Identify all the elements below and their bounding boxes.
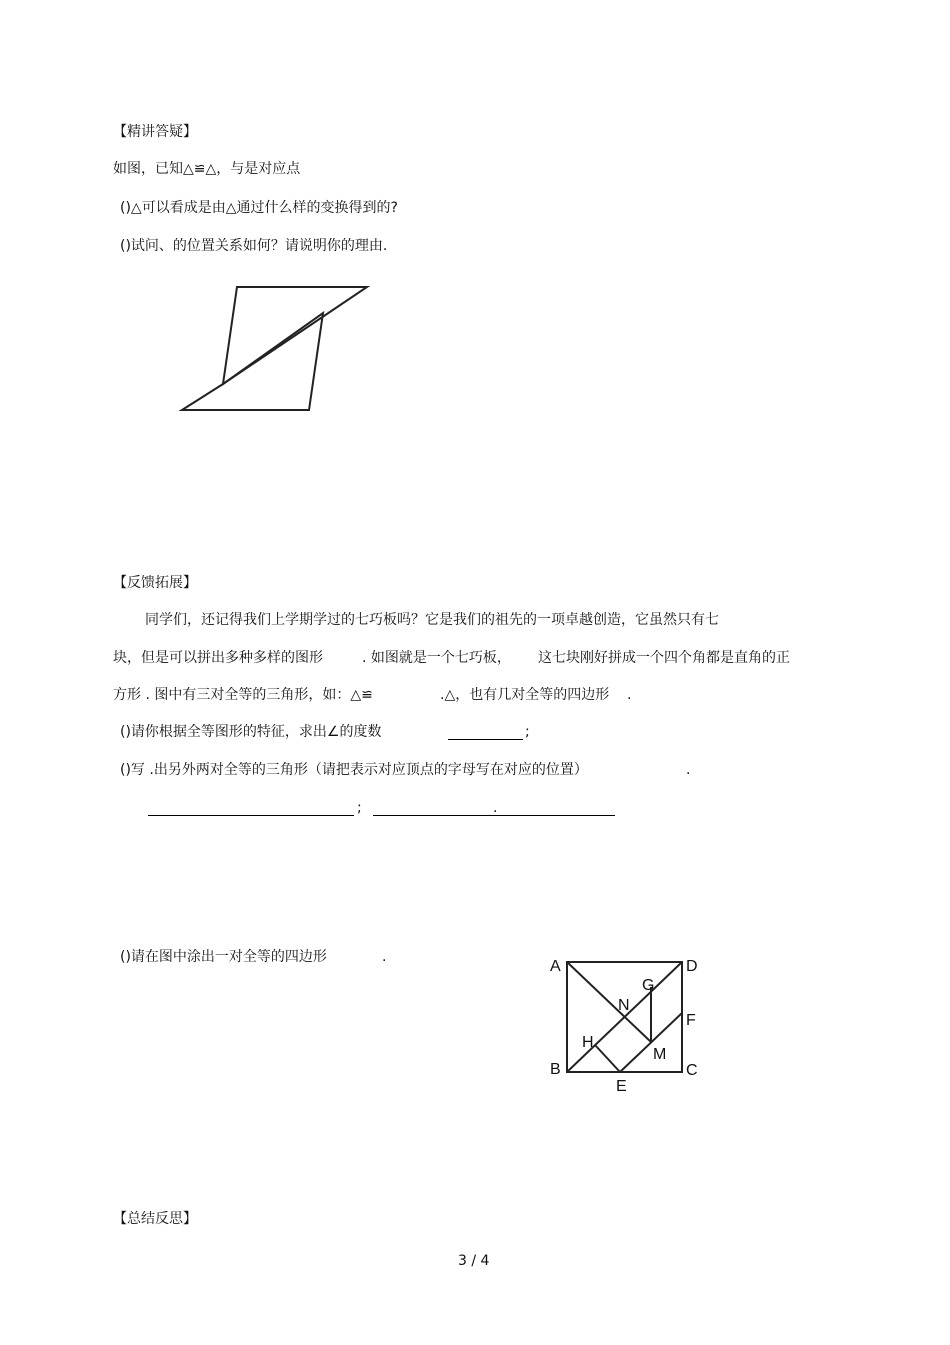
- question-1: ()△可以看成是由△通过什么样的变换得到的?: [120, 200, 398, 216]
- paragraph-line-1: 同学们，还记得我们上学期学过的七巧板吗？它是我们的祖先的一项卓越创造，它虽然只有七: [145, 612, 719, 628]
- paragraph-line-2b: . 如图就是一个七巧板，: [362, 650, 511, 666]
- label-C: C: [686, 1062, 698, 1079]
- line-H-E: [595, 1045, 620, 1072]
- answer-separator-1: ;: [357, 800, 362, 816]
- paragraph-line-3c: .: [627, 687, 632, 703]
- label-B: B: [550, 1061, 561, 1078]
- feedback-question-3-end: .: [382, 949, 387, 965]
- paragraph-line-3b: .△，也有几对全等的四边形: [440, 687, 610, 703]
- label-H: H: [582, 1034, 594, 1051]
- paragraph-line-2a: 块，但是可以拼出多种多样的图形: [113, 650, 323, 666]
- problem-intro: 如图，已知△≌△，与是对应点: [113, 161, 301, 177]
- label-N: N: [618, 997, 630, 1014]
- label-M: M: [653, 1046, 667, 1063]
- section-heading-summary: 【总结反思】: [113, 1211, 197, 1227]
- lower-triangle: [182, 313, 323, 410]
- answer-blank-angle[interactable]: [448, 739, 523, 740]
- feedback-question-1: ()请你根据全等图形的特征，求出∠的度数: [120, 724, 382, 740]
- feedback-question-3: ()请在图中涂出一对全等的四边形: [120, 949, 327, 965]
- feedback-question-2: ()写 .出另外两对全等的三角形（请把表示对应顶点的字母写在对应的位置）: [120, 762, 588, 778]
- feedback-question-2-end: .: [686, 762, 691, 778]
- question-2: ()试问、的位置关系如何？请说明你的理由.: [120, 238, 388, 254]
- section-heading-feedback: 【反馈拓展】: [113, 575, 197, 591]
- congruent-triangles-figure: [175, 280, 375, 420]
- label-G: G: [642, 977, 655, 994]
- answer-blank-triangles-1[interactable]: [148, 815, 354, 816]
- feedback-question-1-end: ;: [525, 724, 530, 740]
- label-D: D: [686, 958, 698, 975]
- tangram-figure: [540, 950, 710, 1100]
- section-heading-explain: 【精讲答疑】: [113, 124, 197, 140]
- label-A: A: [550, 958, 561, 975]
- page-number: 3 / 4: [458, 1253, 490, 1269]
- answer-separator-2: .: [493, 800, 498, 816]
- paragraph-line-2c: 这七块刚好拼成一个四个角都是直角的正: [538, 650, 790, 666]
- diagonal-A-M: [567, 962, 651, 1042]
- label-F: F: [686, 1012, 696, 1029]
- paragraph-line-3a: 方形 . 图中有三对全等的三角形，如：△≌: [113, 687, 373, 703]
- label-E: E: [616, 1078, 627, 1095]
